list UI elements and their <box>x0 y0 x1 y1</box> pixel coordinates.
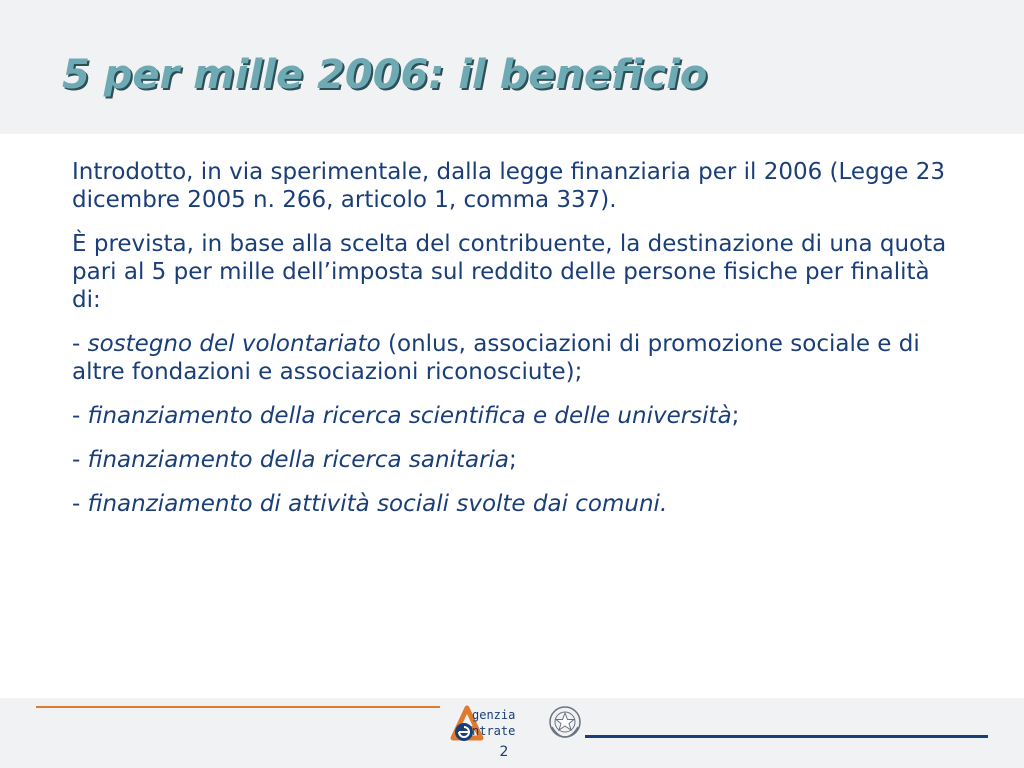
footer-blue-rule <box>585 735 988 738</box>
page-number: 2 <box>499 744 509 760</box>
intro-paragraph: Introdotto, in via sperimentale, dalla legge finanziaria per il 2006 (Legge 23 dicembre 2005 n. 266, articolo 1, comma 337). <box>72 159 946 213</box>
logo-text-line2: ntrate <box>472 724 516 738</box>
bullet-item <box>72 490 952 518</box>
bullet-dash: - <box>72 447 88 473</box>
bullet-text: ; <box>509 447 517 473</box>
bullet-italic-text: finanziamento della ricerca sanitaria <box>87 447 510 473</box>
bullet-item <box>72 446 952 474</box>
bullet-text: ; <box>731 403 740 429</box>
slide-body <box>72 158 952 534</box>
slide-title: 5 per mille 2006: il beneficio <box>62 52 708 98</box>
bullet-dash: - <box>72 403 88 429</box>
bullet-italic-text: finanziamento della ricerca scientifica e delle università <box>87 403 732 429</box>
emblem-icon <box>548 705 582 739</box>
bullet-italic-text: finanziamento di attività sociali svolte dai comuni. <box>87 491 668 517</box>
logo-text-line1: genzia <box>472 708 516 722</box>
bullet-item <box>72 330 952 386</box>
bullet-dash: - <box>72 491 88 517</box>
bullet-item <box>72 402 952 430</box>
bullet-dash: - <box>72 331 88 357</box>
bullet-text: (onlus, associazioni di promozione sociale e di altre fondazioni e associazioni riconosciute); <box>72 331 920 385</box>
footer-orange-rule <box>36 706 440 708</box>
purpose-paragraph: È prevista, in base alla scelta del contribuente, la destinazione di una quota pari al 5 per mille dell’imposta sul reddito delle persone fisiche per finalità di: <box>72 231 947 313</box>
agenzia-entrate-logo <box>445 704 585 744</box>
bullet-italic-text: sostegno del volontariato <box>87 331 381 357</box>
